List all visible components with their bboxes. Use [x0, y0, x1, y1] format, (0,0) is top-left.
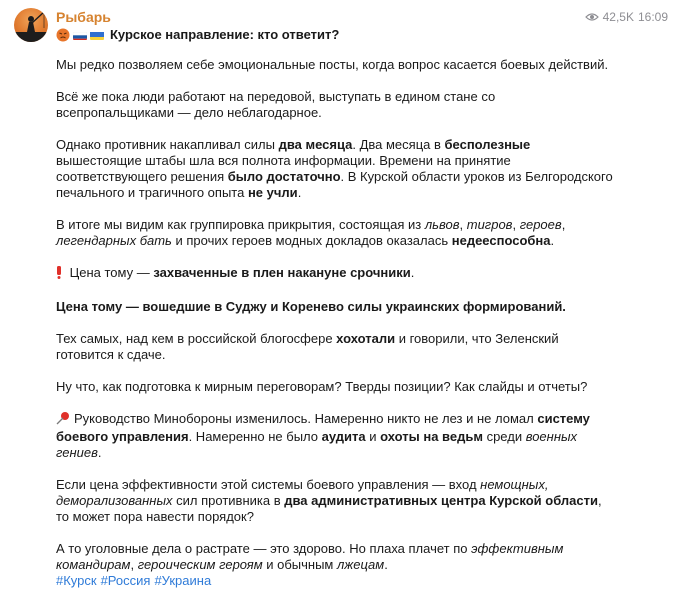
eye-icon: [585, 12, 599, 22]
hashtag-ukraine[interactable]: #Украина: [154, 573, 212, 588]
paragraph-3: Однако противник накапливал силы два месяца. Два месяца в бесполезные вышестоящие штабы шла вся полнота информации. Времени на принятие соответствующего решения было достаточно. В Курской области уроков из Белгородского печального и трагичного опыта не учли.: [56, 137, 613, 200]
paragraph-9: Руководство Минобороны изменилось. Намеренно никто не лез и не ломал систему боевого управления. Намеренно не было аудита и охоты на ведьм среди военных гениев.: [56, 411, 590, 460]
paragraph-4: В итоге мы видим как группировка прикрытия, состоящая из львов, тигров, героев, легендарных бать и прочих героев модных докладов оказалась недееспособна.: [56, 217, 566, 248]
hashtags: [56, 573, 616, 589]
post-meta: [585, 10, 668, 24]
channel-name[interactable]: Рыбарь: [56, 9, 111, 25]
paragraph-10: Если цена эффективности этой системы боевого управления — вход немощных, деморализованных сил противника в два административных центра Курской области, то может пора навести порядок?: [56, 477, 602, 524]
russia-flag-icon: [73, 30, 87, 40]
pushpin-icon: [56, 411, 70, 429]
paragraph-2: Всё же пока люди работают на передовой, выступать в едином стане со всепропальщиками — дело неблагодарное.: [56, 89, 496, 120]
title-emojis: [56, 28, 104, 42]
paragraph-8: Ну что, как подготовка к мирным переговорам? Тверды позиции? Как слайды и отчеты?: [56, 379, 588, 394]
hashtag-kursk[interactable]: #Курск: [56, 573, 97, 588]
view-count: 42,5K: [602, 10, 634, 24]
paragraph-6: Цена тому — вошедшие в Суджу и Коренево силы украинских формирований.: [56, 299, 566, 314]
fisherman-logo-icon: [14, 8, 48, 42]
angry-face-icon: [56, 28, 70, 42]
post-title-row: [56, 27, 616, 43]
paragraph-1: Мы редко позволяем себе эмоциональные посты, когда вопрос касается боевых действий.: [56, 57, 609, 72]
paragraph-5: Цена тому — захваченные в плен накануне срочники.: [56, 265, 616, 283]
post-title: Курское направление: кто ответит?: [110, 27, 340, 42]
hashtag-russia[interactable]: #Россия: [100, 573, 151, 588]
channel-avatar[interactable]: [14, 8, 48, 42]
paragraph-7: Тех самых, над кем в российской блогосфере хохотали и говорили, что Зеленский готовится к сдаче.: [56, 331, 559, 362]
exclamation-icon: [56, 266, 62, 283]
post-body: [56, 27, 616, 589]
ukraine-flag-icon: [90, 30, 104, 40]
paragraph-11: А то уголовные дела о растрате — это здорово. Но плаха плачет по эффективным командирам, героическим героям и обычным лжецам.: [56, 541, 564, 572]
post-time: 16:09: [637, 10, 668, 24]
